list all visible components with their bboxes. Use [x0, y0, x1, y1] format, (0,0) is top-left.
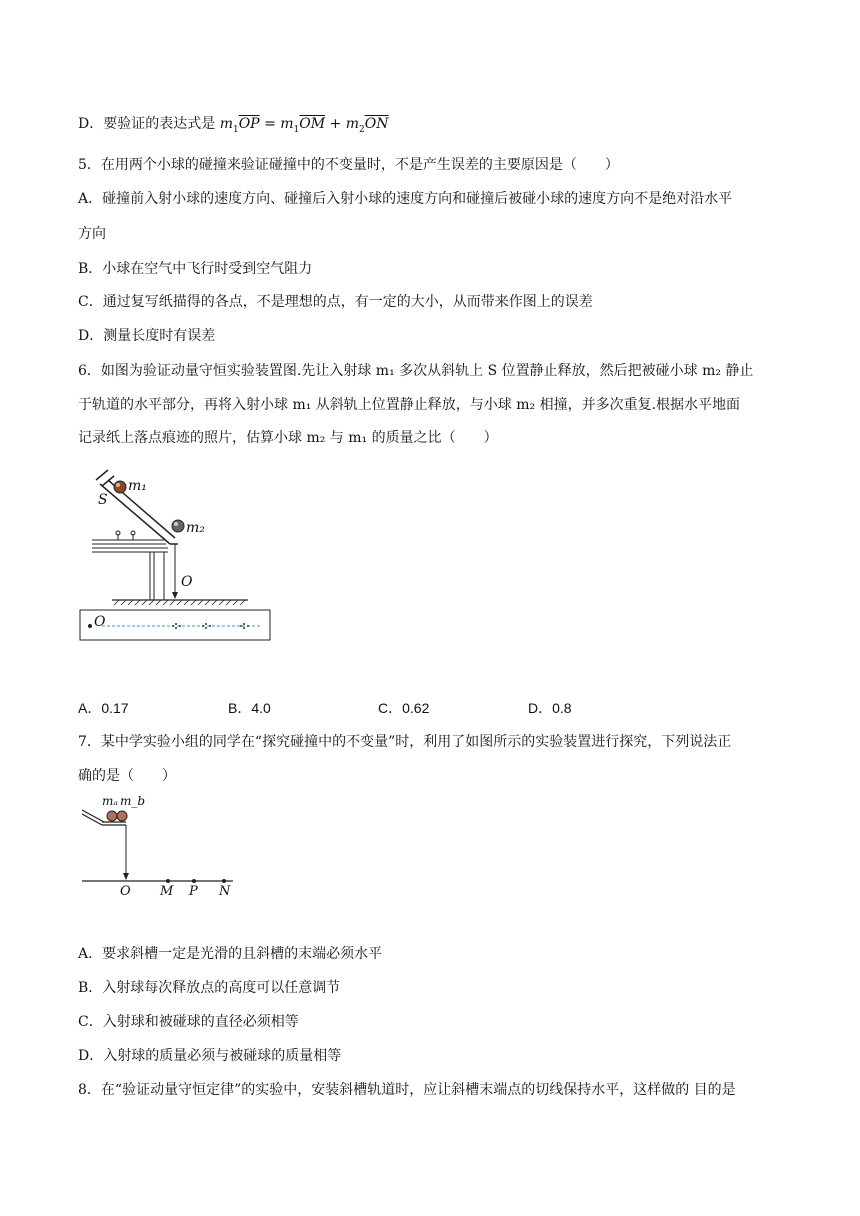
q6-option-b: B．4.0	[228, 700, 271, 716]
q7-fig-label-ma: mₐ	[102, 794, 118, 808]
q6-fig-label-o: O	[181, 574, 193, 590]
q6-option-c: C．0.62	[378, 700, 430, 716]
q4-option-d-prefix: D．要验证的表达式是	[78, 116, 216, 132]
q5-option-a-line1: A．碰撞前入射小球的速度方向、碰撞后入射小球的速度方向和碰撞后被碰小球的速度方向不是绝对沿水平	[78, 191, 733, 207]
q6-fig-label-m2: m₂	[186, 520, 205, 536]
q5-option-b: B．小球在空气中飞行时受到空气阻力	[78, 261, 313, 277]
q8-stem-line1: 8．在“验证动量守恒定律”的实验中，安装斜槽轨道时，应让斜槽末端点的切线保持水平，这样做的 目的是	[78, 1082, 736, 1098]
q5-option-d: D．测量长度时有误差	[78, 328, 216, 344]
q7-fig-label-n: N	[219, 884, 231, 899]
q6-fig-label-m1: m₁	[128, 478, 147, 494]
q6-stem-line1: 6．如图为验证动量守恒实验装置图.先让入射球 m₁ 多次从斜轨上 S 位置静止释放，然后把被碰小球 m₂ 静止	[78, 363, 754, 379]
q7-stem-line2: 确的是（ ）	[78, 768, 176, 784]
q6-stem-line3: 记录纸上落点痕迹的照片，估算小球 m₂ 与 m₁ 的质量之比（ ）	[78, 430, 498, 446]
q7-apparatus-figure	[78, 794, 248, 904]
q7-fig-label-o: O	[120, 884, 131, 899]
q6-option-a: A．0.17	[78, 700, 129, 716]
q6-fig-label-o2: O	[94, 614, 106, 630]
q7-option-b: B．入射球每次释放点的高度可以任意调节	[78, 980, 341, 996]
q5-option-a-line2: 方向	[78, 226, 106, 242]
q4-option-d	[78, 114, 388, 140]
q6-fig-label-s: S	[98, 492, 108, 508]
q6-apparatus-figure	[78, 462, 278, 652]
q7-option-d: D．入射球的质量必须与被碰球的质量相等	[78, 1048, 342, 1064]
q6-stem-line2: 于轨道的水平部分，再将入射小球 m₁ 从斜轨上位置静止释放，与小球 m₂ 相撞，并多次重复.根据水平地面	[78, 397, 741, 413]
q5-option-c: C．通过复写纸描得的各点，不是理想的点，有一定的大小，从而带来作图上的误差	[78, 294, 593, 310]
q5-stem: 5．在用两个小球的碰撞来验证碰撞中的不变量时，不是产生误差的主要原因是（ ）	[78, 157, 619, 173]
q7-stem-line1: 7．某中学实验小组的同学在“探究碰撞中的不变量”时，利用了如图所示的实验装置进行探究，下列说法正	[78, 734, 732, 750]
formula: $m_1\overline{OP} = m_1\overline{OM} + m_2\overline{ON}$	[219, 116, 389, 135]
q7-fig-label-m: M	[160, 884, 174, 899]
q7-fig-label-p: P	[189, 884, 198, 899]
q6-option-d: D．0.8	[528, 700, 572, 716]
q7-option-a: A．要求斜槽一定是光滑的且斜槽的末端必须水平	[78, 946, 383, 962]
q7-option-c: C．入射球和被碰球的直径必须相等	[78, 1014, 299, 1030]
q7-fig-label-mb: m_b	[120, 794, 146, 808]
